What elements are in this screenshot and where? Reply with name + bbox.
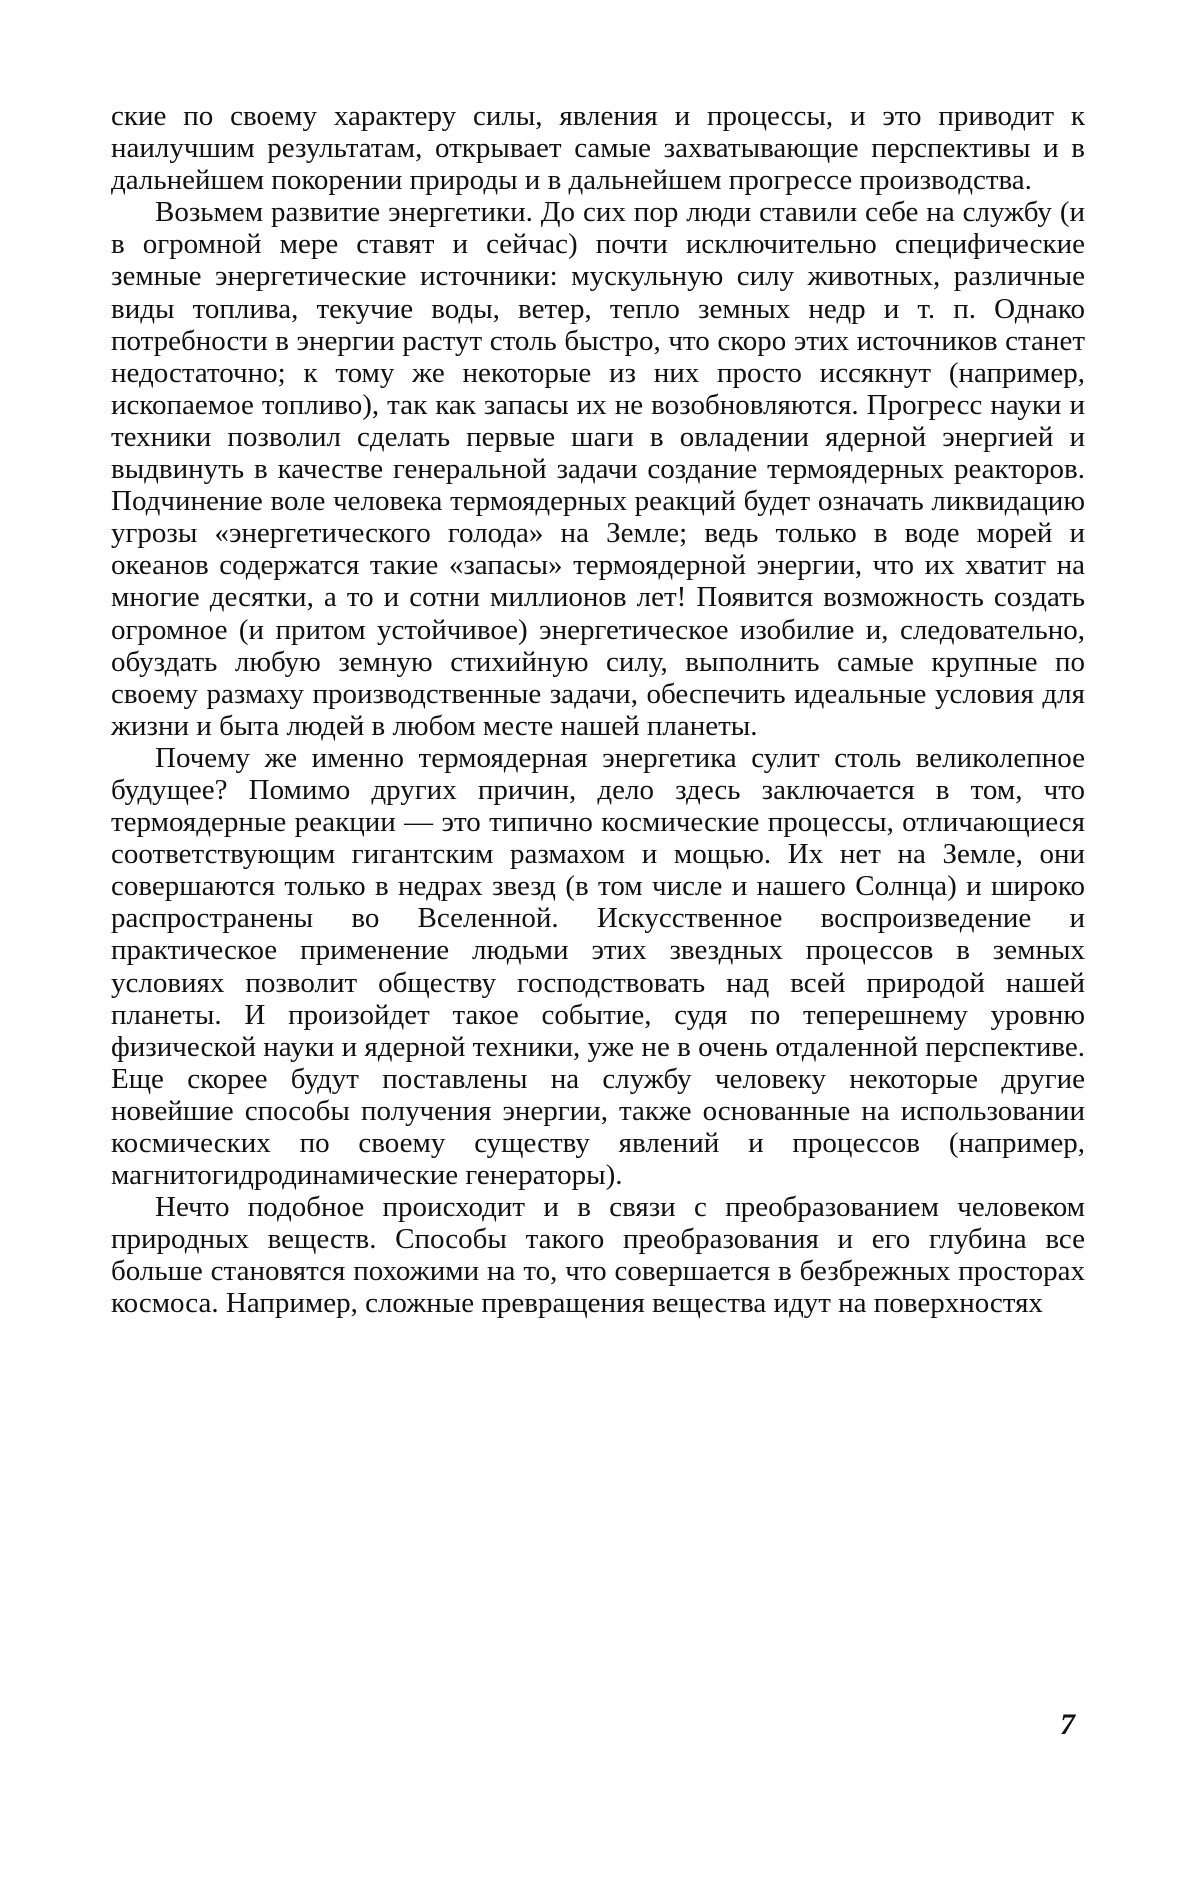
page-number: 7 (1060, 1708, 1075, 1741)
paragraph-energetics: Возьмем развитие энергетики. До сих пор люди ставили себе на службу (и в огромной мере ставят и сейчас) почти исключительно специфические земные энергетические источники: мускульную силу животных, различные виды топлива, текучие воды, ветер, тепло земных недр и т. п. Однако потребности в энергии растут столь быстро, что скоро этих источников станет недостаточно; к тому же некоторые из них просто иссякнут (например, ископаемое топливо), так как запасы их не возобновляются. Прогресс науки и техники позволил сделать первые шаги в овладении ядерной энергией и выдвинуть в качестве генеральной задачи создание термоядерных реакторов. Подчинение воле человека термоядерных реакций будет означать ликвидацию угрозы «энергетического голода» на Земле; ведь только в воде морей и океанов содержатся такие «запасы» термоядерной энергии, что их хватит на многие десятки, а то и сотни миллионов лет! Появится возможность создать огромное (и притом устойчивое) энергетическое изобилие и, следовательно, обуздать любую земную стихийную силу, выполнить самые крупные по своему размаху производственные задачи, обеспечить идеальные условия для жизни и быта людей в любом месте нашей планеты. (111, 196, 1085, 742)
body-text (111, 100, 1085, 1320)
paragraph-continuation: ские по своему характеру силы, явления и процессы, и это приводит к наилучшим результатам, открывает самые захватывающие перспективы и в дальнейшем покорении природы и в дальнейшем прогрессе производства. (111, 100, 1085, 197)
paragraph-substances: Нечто подобное происходит и в связи с преобразованием человеком природных веществ. Способы такого преобразования и его глубина все больше становятся похожими на то, что совершается в безбрежных просторах космоса. Например, сложные превращения вещества идут на поверхностях (111, 1191, 1085, 1320)
paragraph-thermonuclear: Почему же именно термоядерная энергетика сулит столь великолепное будущее? Помимо других причин, дело здесь заключается в том, что термоядерные реакции — это типично космические процессы, отличающиеся соответствующим гигантским размахом и мощью. Их нет на Земле, они совершаются только в недрах звезд (в том числе и нашего Солнца) и широко распространены во Вселенной. Искусственное воспроизведение и практическое применение людьми этих звездных процессов в земных условиях позволит обществу господствовать над всей природой нашей планеты. И произойдет такое событие, судя по теперешнему уровню физической науки и ядерной техники, уже не в очень отдаленной перспективе. Еще скорее будут поставлены на службу человеку некоторые другие новейшие способы получения энергии, также основанные на использовании космических по своему существу явлений и процессов (например, магнитогидродинамические генераторы). (111, 741, 1085, 1192)
